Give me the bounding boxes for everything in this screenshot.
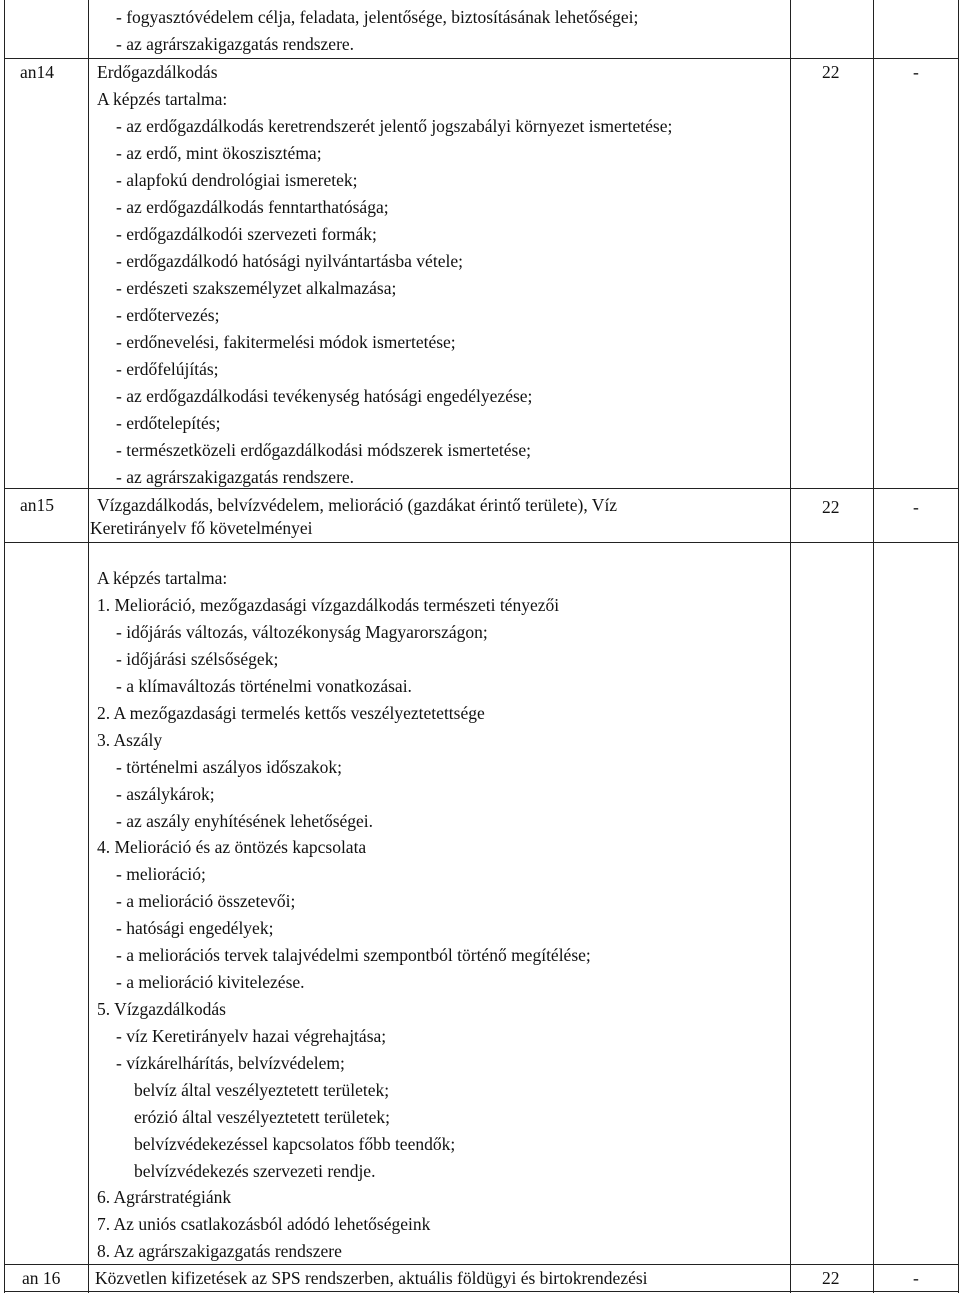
section-heading: 6. Agrárstratégiánk (97, 1187, 232, 1207)
list-item: - erdőfelújítás; (116, 359, 219, 379)
list-item: - időjárási szélsőségek; (116, 649, 279, 669)
section-heading: 8. Az agrárszakigazgatás rendszere (97, 1241, 342, 1261)
row-title: Erdőgazdálkodás (97, 62, 218, 82)
row-title: Vízgazdálkodás, belvízvédelem, melioráció (gazdákat érintő területe), Víz (97, 495, 618, 515)
section-heading: 3. Aszály (97, 730, 163, 750)
section-heading: 2. A mezőgazdasági termelés kettős veszélyeztetettsége (97, 703, 485, 723)
row-hours: 22 (822, 497, 840, 517)
list-item: - erdőtervezés; (116, 305, 220, 325)
list-item: - erdőgazdálkodói szervezeti formák; (116, 224, 377, 244)
section-heading: 7. Az uniós csatlakozásból adódó lehetőségeink (97, 1214, 431, 1234)
list-item: - természetközeli erdőgazdálkodási módszerek ismertetése; (116, 440, 531, 460)
list-item: - időjárás változás, változékonyság Magyarországon; (116, 622, 488, 642)
row-hours: 22 (822, 62, 840, 82)
list-item: - a melioráció összetevői; (116, 891, 296, 911)
sub-list-item: erózió által veszélyeztetett területek; (134, 1107, 391, 1127)
row-code: an15 (20, 495, 55, 515)
list-item: - az agrárszakigazgatás rendszere. (116, 467, 355, 487)
sub-list-item: belvízvédekezés szervezeti rendje. (134, 1161, 376, 1181)
list-item: - hatósági engedélyek; (116, 918, 274, 938)
list-item: - az agrárszakigazgatás rendszere. (116, 34, 355, 54)
list-item: - vízkárelhárítás, belvízvédelem; (116, 1053, 345, 1073)
list-item: - az erdőgazdálkodás fenntarthatósága; (116, 197, 389, 217)
table-divider-hours (790, 0, 791, 1293)
list-item: - az erdőgazdálkodás keretrendszerét jelentő jogszabályi környezet ismertetése; (116, 116, 673, 136)
list-item: - fogyasztóvédelem célja, feladata, jelentősége, biztosításának lehetőségei; (116, 7, 639, 27)
row-divider-an15-title (4, 542, 959, 543)
list-item: - az erdőgazdálkodási tevékenység hatósági engedélyezése; (116, 386, 533, 406)
row-code: an14 (20, 62, 55, 82)
table-border-left (4, 0, 5, 1293)
list-item: - a meliorációs tervek talajvédelmi szempontból történő megítélése; (116, 945, 591, 965)
table-divider-dash (873, 0, 874, 1293)
content-label: A képzés tartalma: (97, 89, 228, 109)
sub-list-item: belvízvédekezéssel kapcsolatos főbb teendők; (134, 1134, 456, 1154)
list-item: - alapfokú dendrológiai ismeretek; (116, 170, 358, 190)
list-item: - víz Keretirányelv hazai végrehajtása; (116, 1026, 387, 1046)
row-dash: - (913, 62, 919, 82)
row-title: Közvetlen kifizetések az SPS rendszerben, aktuális földügyi és birtokrendezési (95, 1268, 648, 1288)
row-code: an 16 (22, 1268, 61, 1288)
row-dash: - (913, 497, 919, 517)
sub-list-item: belvíz által veszélyeztetett területek; (134, 1080, 390, 1100)
row-hours: 22 (822, 1268, 840, 1288)
section-heading: 5. Vízgazdálkodás (97, 999, 226, 1019)
list-item: - a klímaváltozás történelmi vonatkozásai. (116, 676, 412, 696)
list-item: - erdészeti szakszemélyzet alkalmazása; (116, 278, 397, 298)
list-item: - erdőgazdálkodó hatósági nyilvántartásba vétele; (116, 251, 463, 271)
section-heading: 1. Melioráció, mezőgazdasági vízgazdálkodás természeti tényezői (97, 595, 560, 615)
list-item: - erdőnevelési, fakitermelési módok ismertetése; (116, 332, 456, 352)
content-label: A képzés tartalma: (97, 568, 228, 588)
list-item: - erdőtelepítés; (116, 413, 221, 433)
row-dash: - (913, 1268, 919, 1288)
list-item: - aszálykárok; (116, 784, 215, 804)
table-border-right (958, 0, 959, 1293)
row-title: Keretirányelv fő követelményei (90, 518, 313, 538)
list-item: - a melioráció kivitelezése. (116, 972, 305, 992)
list-item: - történelmi aszályos időszakok; (116, 757, 342, 777)
table-divider-code (88, 0, 89, 1293)
list-item: - az aszály enyhítésének lehetőségei. (116, 811, 374, 831)
section-heading: 4. Melioráció és az öntözés kapcsolata (97, 837, 367, 857)
list-item: - melioráció; (116, 864, 206, 884)
list-item: - az erdő, mint ökoszisztéma; (116, 143, 322, 163)
